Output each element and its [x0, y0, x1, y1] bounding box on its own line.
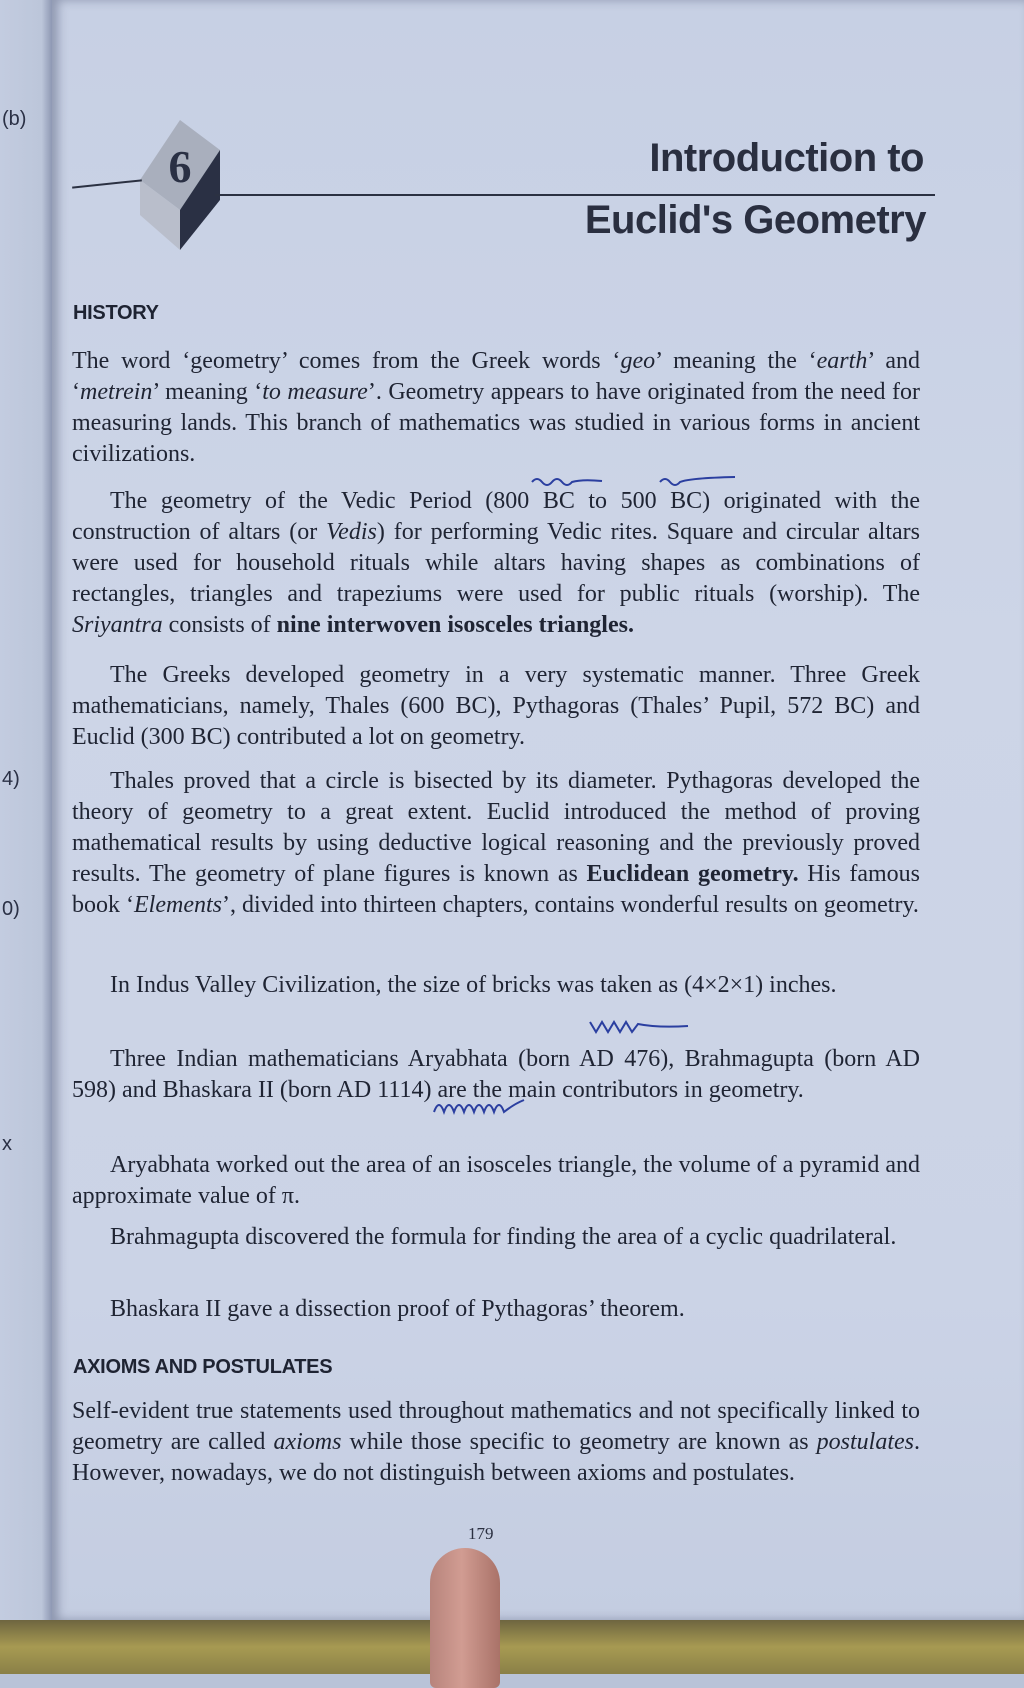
paragraph: [72, 970, 920, 1001]
chapter-number-cube-icon: [140, 120, 220, 250]
margin-note: (b): [2, 108, 27, 130]
text-run: Thales proved that a circle is bisected by its diameter. Pythagoras developed the theory of geometry to a great extent. Euclid introduced the method of proving mathematical results by using deductive logical reasoning and the previously proved results. The geometry of plane figures is known as: [72, 768, 920, 887]
text-run: . However, nowadays, we do not distinguish between axioms and postulates.: [72, 1429, 920, 1486]
text-run: ) for performing Vedic rites. Square and circular altars were used for household rituals while altars having shapes as combinations of rectangles, triangles and trapeziums were used for public rituals (worship). The: [72, 519, 920, 607]
paragraph: [72, 1150, 920, 1212]
chapter-title-line2: Euclid's Geometry: [584, 198, 926, 242]
paragraph: [72, 1044, 920, 1106]
paragraph: [72, 1222, 920, 1253]
text-run: postulates: [816, 1429, 914, 1455]
text-run: In Indus Valley Civilization, the size of bricks was taken as (4×2×1) inches.: [110, 972, 837, 998]
adjacent-page-edge: [0, 0, 52, 1674]
paragraph: [72, 486, 920, 641]
text-run: Bhaskara II gave a dissection proof of Pythagoras’ theorem.: [110, 1296, 685, 1322]
thumb-holding-page: [430, 1548, 500, 1688]
text-run: Three Indian mathematicians Aryabhata (born AD 476), Brahmagupta (born AD 598) and Bhaskara II (born AD 1114) are the main contributors in geometry.: [72, 1046, 920, 1103]
text-run: metrein: [80, 379, 153, 405]
chapter-title-line1: Introduction to: [649, 136, 924, 180]
text-run: ’, divided into thirteen chapters, contains wonderful results on geometry.: [221, 892, 919, 918]
pen-underline-annotation: [530, 474, 740, 488]
paragraph: [72, 660, 920, 753]
text-run: The geometry of the Vedic Period (800 BC to 500 BC) originated with the construction of altars (or: [72, 488, 920, 545]
paragraph: [72, 766, 920, 921]
margin-note: 4): [2, 768, 20, 790]
text-run: Vedis: [326, 519, 377, 545]
text-run: nine interwoven isosceles triangles.: [276, 612, 634, 638]
text-run: ’ meaning the ‘: [655, 348, 817, 374]
text-run: Aryabhata worked out the area of an isosceles triangle, the volume of a pyramid and approximate value of π.: [72, 1152, 920, 1209]
text-run: The Greeks developed geometry in a very systematic manner. Three Greek mathematicians, namely, Thales (600 BC), Pythagoras (Thales’ Pupil, 572 BC) and Euclid (300 BC) contributed a lot on geometry.: [72, 662, 920, 750]
text-run: to measure: [262, 379, 368, 405]
pen-underline-annotation: [432, 1098, 582, 1116]
table-surface: [0, 1620, 1024, 1674]
text-run: ’ and ‘: [72, 348, 920, 405]
pen-underline-annotation: [588, 1018, 758, 1036]
text-run: ’. Geometry appears to have originated from the need for measuring lands. This branch of mathematics was studied in various forms in ancient civilizations.: [72, 379, 921, 467]
text-run: Elements: [134, 892, 222, 918]
text-run: geo: [620, 348, 656, 374]
text-run: His famous book ‘: [72, 861, 920, 918]
paragraph: [72, 1396, 920, 1489]
page-number: 179: [468, 1524, 494, 1543]
text-run: earth: [816, 348, 868, 374]
text-run: Euclidean geometry.: [586, 861, 799, 887]
svg-text:6: 6: [168, 141, 192, 192]
text-run: Self-evident true statements used throughout mathematics and not specifically linked to geometry are called: [72, 1398, 920, 1455]
text-run: Sriyantra: [72, 612, 163, 638]
text-run: Brahmagupta discovered the formula for finding the area of a cyclic quadrilateral.: [110, 1224, 897, 1250]
text-run: axioms: [273, 1429, 342, 1455]
text-run: consists of: [162, 612, 277, 638]
paragraph: [72, 1294, 920, 1325]
paragraph: [72, 346, 920, 470]
text-run: ’ meaning ‘: [152, 379, 263, 405]
title-rule: [215, 194, 935, 196]
section-heading-history: HISTORY: [73, 302, 159, 324]
margin-note: 0): [2, 898, 20, 920]
text-run: while those specific to geometry are known as: [341, 1429, 817, 1455]
section-heading-axioms: AXIOMS AND POSTULATES: [73, 1356, 333, 1378]
text-run: The word ‘geometry’ comes from the Greek words ‘: [72, 348, 621, 374]
margin-note: x: [2, 1133, 12, 1155]
